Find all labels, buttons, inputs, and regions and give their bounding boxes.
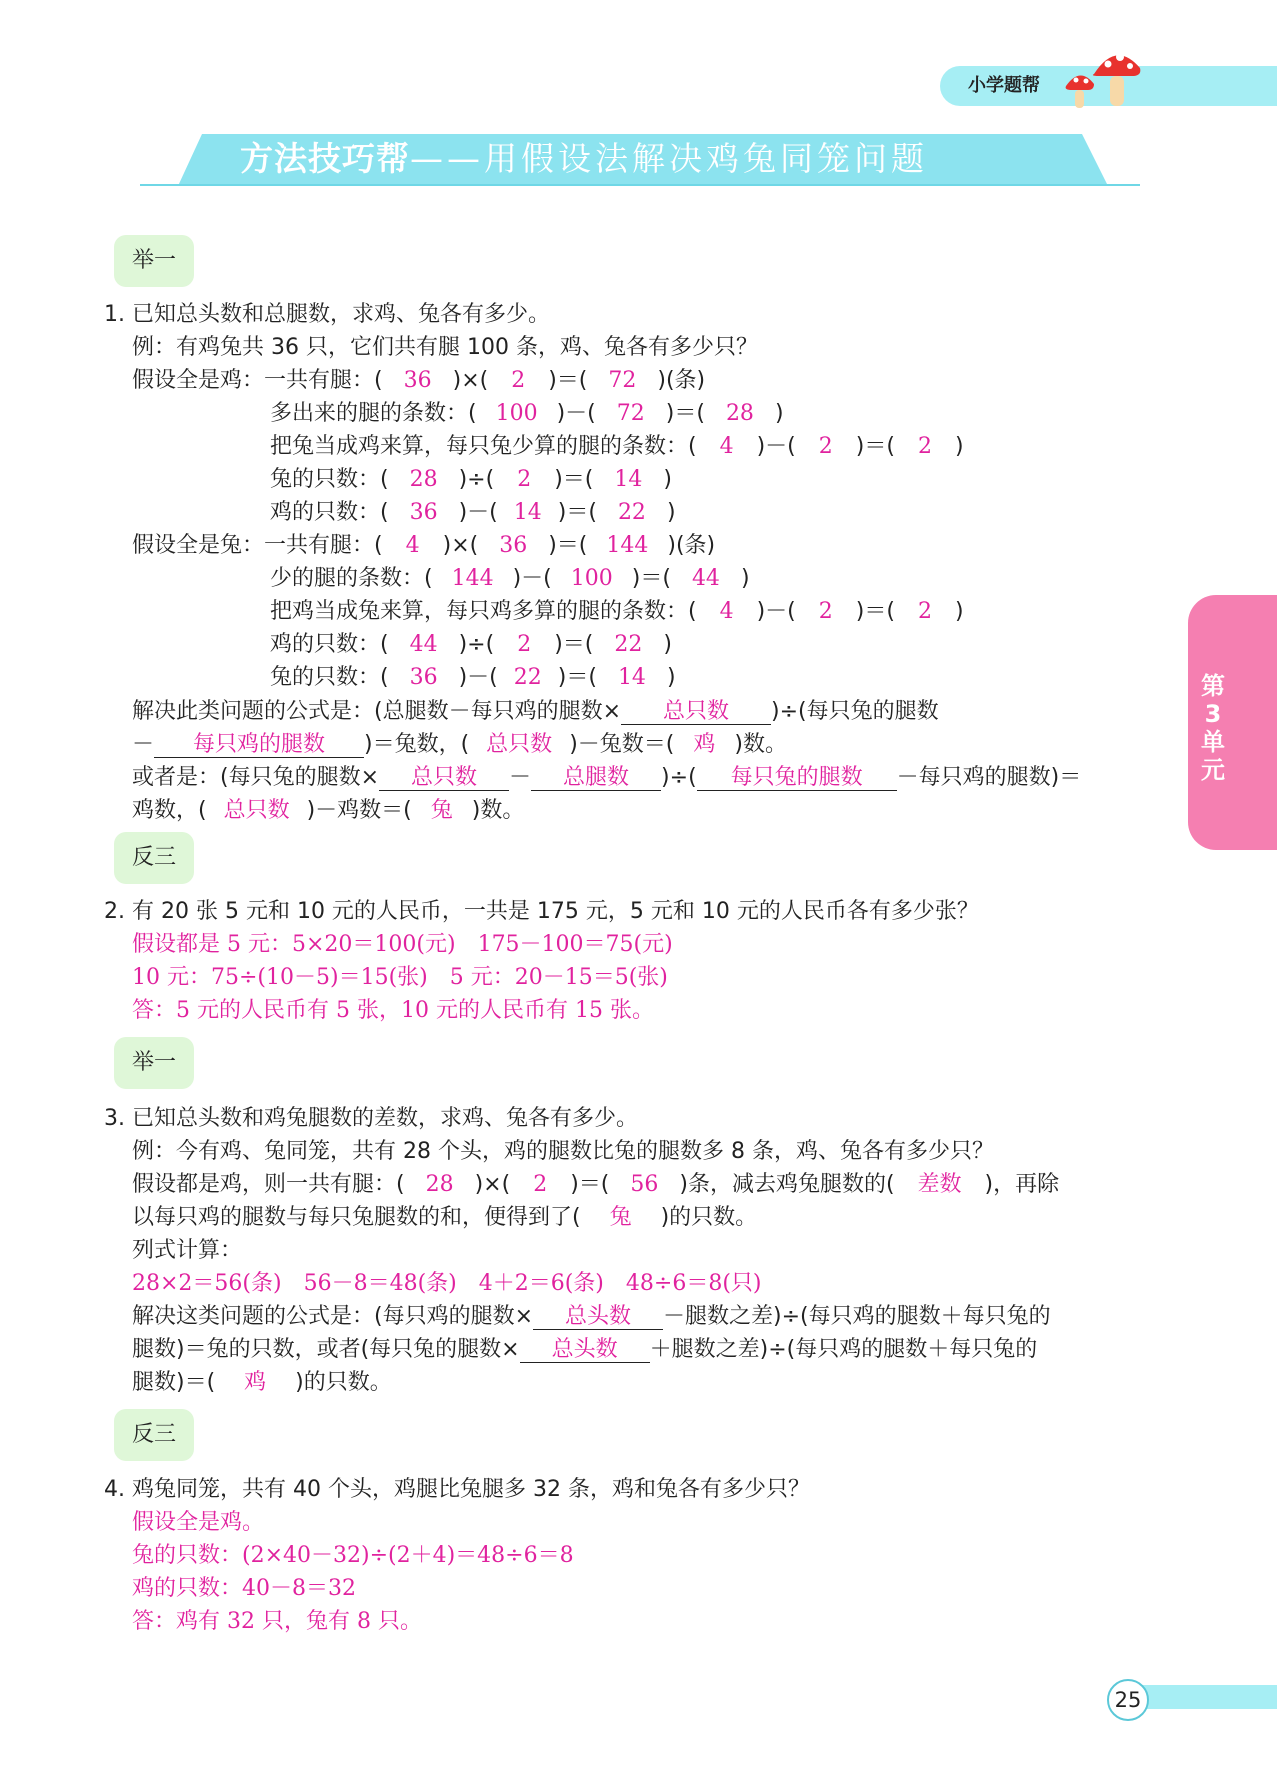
q4-answer-2: 兔的只数：(2×40－32)÷(2＋4)＝48÷6＝8 <box>132 1543 574 1568</box>
q2-answer-1: 假设都是 5 元：5×20＝100(元) 175－100＝75(元) <box>132 932 673 957</box>
text: )＝( <box>631 566 671 591</box>
q4-answer-1: 假设全是鸡。 <box>132 1510 265 1535</box>
text: 一共有腿：( <box>264 368 383 393</box>
q1-a-lead: 假设全是鸡： <box>132 368 265 393</box>
blank: 2 <box>818 434 833 459</box>
text: )÷( <box>661 765 697 790</box>
text: －腿数之差)÷(每只鸡的腿数＋每只兔的 <box>663 1304 1051 1329</box>
text: )数。 <box>734 732 787 757</box>
q4-title: 4. 鸡兔同笼，共有 40 个头，鸡腿比兔腿多 32 条，鸡和兔各有多少只？ <box>104 1477 810 1502</box>
label-fan-san: 反三 <box>114 832 194 884</box>
q3-line1 <box>132 1170 1059 1200</box>
text: )－( <box>458 665 498 690</box>
q1-b-line1 <box>132 531 715 561</box>
text: )－鸡数＝( <box>306 798 412 823</box>
q1-formula-line1 <box>132 697 939 727</box>
text: 鸡的只数：( <box>270 500 389 525</box>
q3-calc: 28×2＝56(条) 56－8＝48(条) 4＋2＝6(条) 48÷6＝8(只) <box>132 1271 762 1296</box>
text: )＝( <box>548 533 588 558</box>
text: )，再除 <box>984 1172 1060 1197</box>
blank: 144 <box>451 566 494 591</box>
text: ) <box>666 500 676 525</box>
blank: 2 <box>818 599 833 624</box>
text: )＝( <box>557 500 597 525</box>
text: )＝( <box>570 1172 610 1197</box>
blank: 鸡 <box>693 732 716 757</box>
blank: 36 <box>499 533 528 558</box>
text: )－( <box>512 566 552 591</box>
blank: 2 <box>917 434 932 459</box>
q1-formula-line3 <box>132 763 1081 793</box>
label-fan-san-2: 反三 <box>114 1409 194 1461</box>
text: －每只鸡的腿数)＝ <box>896 765 1082 790</box>
text: )条，减去鸡兔腿数的( <box>679 1172 895 1197</box>
q2-title: 2. 有 20 张 5 元和 10 元的人民币，一共是 175 元，5 元和 10 元的人民币各有多少张？ <box>104 899 979 924</box>
text: ＋腿数之差)÷(每只鸡的腿数＋每只兔的 <box>649 1337 1038 1362</box>
text: 把兔当成鸡来算，每只兔少算的腿的条数：( <box>270 434 697 459</box>
text: )×( <box>442 533 479 558</box>
text: ) <box>740 566 750 591</box>
q1-a-line1 <box>132 366 705 396</box>
underline-blank: 每只兔的腿数 <box>697 766 897 791</box>
text: )÷( <box>458 467 495 492</box>
text: 鸡的只数：( <box>270 632 389 657</box>
text: )÷(每只兔的腿数 <box>771 699 939 724</box>
blank: 56 <box>630 1172 659 1197</box>
mushroom-icon <box>1060 44 1150 116</box>
text: )(条) <box>667 533 716 558</box>
q3-line2 <box>132 1203 757 1233</box>
text: )×( <box>452 368 489 393</box>
text: 少的腿的条数：( <box>270 566 433 591</box>
text: )的只数。 <box>660 1205 758 1230</box>
q1-b-line3 <box>270 597 964 627</box>
underline-blank: 总腿数 <box>531 766 661 791</box>
text: )－( <box>458 500 498 525</box>
blank: 兔 <box>609 1205 632 1230</box>
text: 解决这类问题的公式是：(每只鸡的腿数× <box>132 1304 534 1329</box>
banner-title <box>240 137 928 181</box>
blank: 2 <box>917 599 932 624</box>
text: )－兔数＝( <box>569 732 675 757</box>
blank: 22 <box>617 500 646 525</box>
text: )＝( <box>665 401 705 426</box>
text: )＝( <box>557 665 597 690</box>
text: )的只数。 <box>295 1370 392 1395</box>
blank: 2 <box>511 368 526 393</box>
q3-formula-line1 <box>132 1302 1051 1332</box>
text: 兔的只数：( <box>270 467 389 492</box>
q3-formula-line3 <box>132 1368 392 1398</box>
text: )－( <box>756 599 796 624</box>
underline-blank: 总头数 <box>520 1338 650 1363</box>
q3-calc-label: 列式计算： <box>132 1238 243 1263</box>
banner-title-a: 方法技巧帮 <box>240 139 410 178</box>
blank: 72 <box>616 401 645 426</box>
underline-blank: 总头数 <box>533 1305 663 1330</box>
brand-title: 小学题帮 <box>968 75 1040 96</box>
text: )(条) <box>657 368 706 393</box>
blank: 4 <box>719 599 734 624</box>
blank: 36 <box>409 500 438 525</box>
text: 多出来的腿的条数：( <box>270 401 477 426</box>
blank: 2 <box>517 632 532 657</box>
blank: 28 <box>425 1172 454 1197</box>
underline-blank: 总只数 <box>621 700 771 725</box>
q2-answer-2: 10 元：75÷(10－5)＝15(张) 5 元：20－15＝5(张) <box>132 965 668 990</box>
blank: 28 <box>725 401 754 426</box>
blank: 鸡 <box>244 1370 267 1395</box>
text: )－( <box>756 434 796 459</box>
q1-formula-line2 <box>132 730 787 760</box>
q1-example: 例：有鸡兔共 36 只，它们共有腿 100 条，鸡、兔各有多少只？ <box>132 335 758 360</box>
text: 或者是：(每只兔的腿数× <box>132 765 380 790</box>
blank: 36 <box>403 368 432 393</box>
q1-b-line2 <box>270 564 750 594</box>
text: 解决此类问题的公式是：(总腿数－每只鸡的腿数× <box>132 699 622 724</box>
label-ju-yi-2: 举一 <box>114 1037 194 1089</box>
underline-blank: 每只鸡的腿数 <box>154 733 364 758</box>
text: ) <box>954 434 964 459</box>
blank: 28 <box>409 467 438 492</box>
label-ju-yi: 举一 <box>114 235 194 287</box>
blank: 100 <box>495 401 538 426</box>
text: 以每只鸡的腿数与每只兔腿数的和，便得到了( <box>132 1205 581 1230</box>
text: )＝兔数，( <box>364 732 470 757</box>
page-number: 25 <box>1107 1679 1149 1721</box>
text: )÷( <box>458 632 495 657</box>
text: )＝( <box>554 467 594 492</box>
blank: 14 <box>513 500 542 525</box>
q2-answer-3: 答：5 元的人民币有 5 张，10 元的人民币有 15 张。 <box>132 998 654 1023</box>
q1-b-line5 <box>270 663 676 693</box>
text: )＝( <box>855 599 895 624</box>
blank: 2 <box>533 1172 548 1197</box>
blank: 36 <box>409 665 438 690</box>
q4-answer-3: 鸡的只数：40－8＝32 <box>132 1576 356 1601</box>
text: ) <box>663 632 672 657</box>
blank: 72 <box>608 368 637 393</box>
q1-a-line3 <box>270 432 964 462</box>
text: 把鸡当成兔来算，每只鸡多算的腿的条数：( <box>270 599 697 624</box>
underline-blank: 总只数 <box>379 766 509 791</box>
blank: 总只数 <box>223 798 290 823</box>
q3-title: 3. 已知总头数和鸡兔腿数的差数，求鸡、兔各有多少。 <box>104 1106 638 1131</box>
q4-answer-4: 答：鸡有 32 只，兔有 8 只。 <box>132 1609 422 1634</box>
text: )×( <box>474 1172 511 1197</box>
text: 一共有腿：( <box>264 533 383 558</box>
text: 腿数)＝( <box>132 1370 216 1395</box>
blank: 14 <box>617 665 646 690</box>
text: ) <box>666 665 676 690</box>
text: 腿数)＝兔的只数，或者(每只兔的腿数× <box>132 1337 520 1362</box>
blank: 差数 <box>917 1172 962 1197</box>
unit-side-text: 第3单元 <box>1201 672 1225 784</box>
text: )＝( <box>855 434 895 459</box>
q1-title: 1. 已知总头数和总腿数，求鸡、兔各有多少。 <box>104 302 550 327</box>
q1-b-line4 <box>270 630 672 660</box>
text: ) <box>774 401 784 426</box>
q1-a-line2 <box>270 399 784 429</box>
blank: 144 <box>606 533 649 558</box>
blank: 4 <box>719 434 734 459</box>
blank: 22 <box>614 632 643 657</box>
q1-formula-line4 <box>132 796 524 826</box>
q1-b-lead: 假设全是兔： <box>132 533 265 558</box>
text: 假设都是鸡，则一共有腿：( <box>132 1172 405 1197</box>
text: 鸡数，( <box>132 798 207 823</box>
text: )＝( <box>548 368 588 393</box>
q3-formula-line2 <box>132 1335 1037 1365</box>
q3-example: 例：今有鸡、兔同笼，共有 28 个头，鸡的腿数比兔的腿数多 8 条，鸡、兔各有多少只？ <box>132 1139 994 1164</box>
text: )－( <box>556 401 596 426</box>
text: 兔的只数：( <box>270 665 389 690</box>
text: ) <box>954 599 964 624</box>
blank: 14 <box>614 467 643 492</box>
blank: 44 <box>691 566 720 591</box>
blank: 4 <box>405 533 420 558</box>
blank: 44 <box>409 632 438 657</box>
banner-title-b: ——用假设法解决鸡兔同笼问题 <box>410 139 928 178</box>
q1-a-line5 <box>270 498 676 528</box>
blank: 兔 <box>430 798 453 823</box>
text: )＝( <box>554 632 594 657</box>
blank: 总只数 <box>486 732 553 757</box>
text: － <box>132 732 155 757</box>
text: ) <box>663 467 672 492</box>
blank: 22 <box>513 665 542 690</box>
text: － <box>509 765 532 790</box>
banner-underline <box>140 184 1140 186</box>
text: )数。 <box>471 798 525 823</box>
q1-a-line4 <box>270 465 672 495</box>
blank: 100 <box>570 566 613 591</box>
blank: 2 <box>517 467 532 492</box>
